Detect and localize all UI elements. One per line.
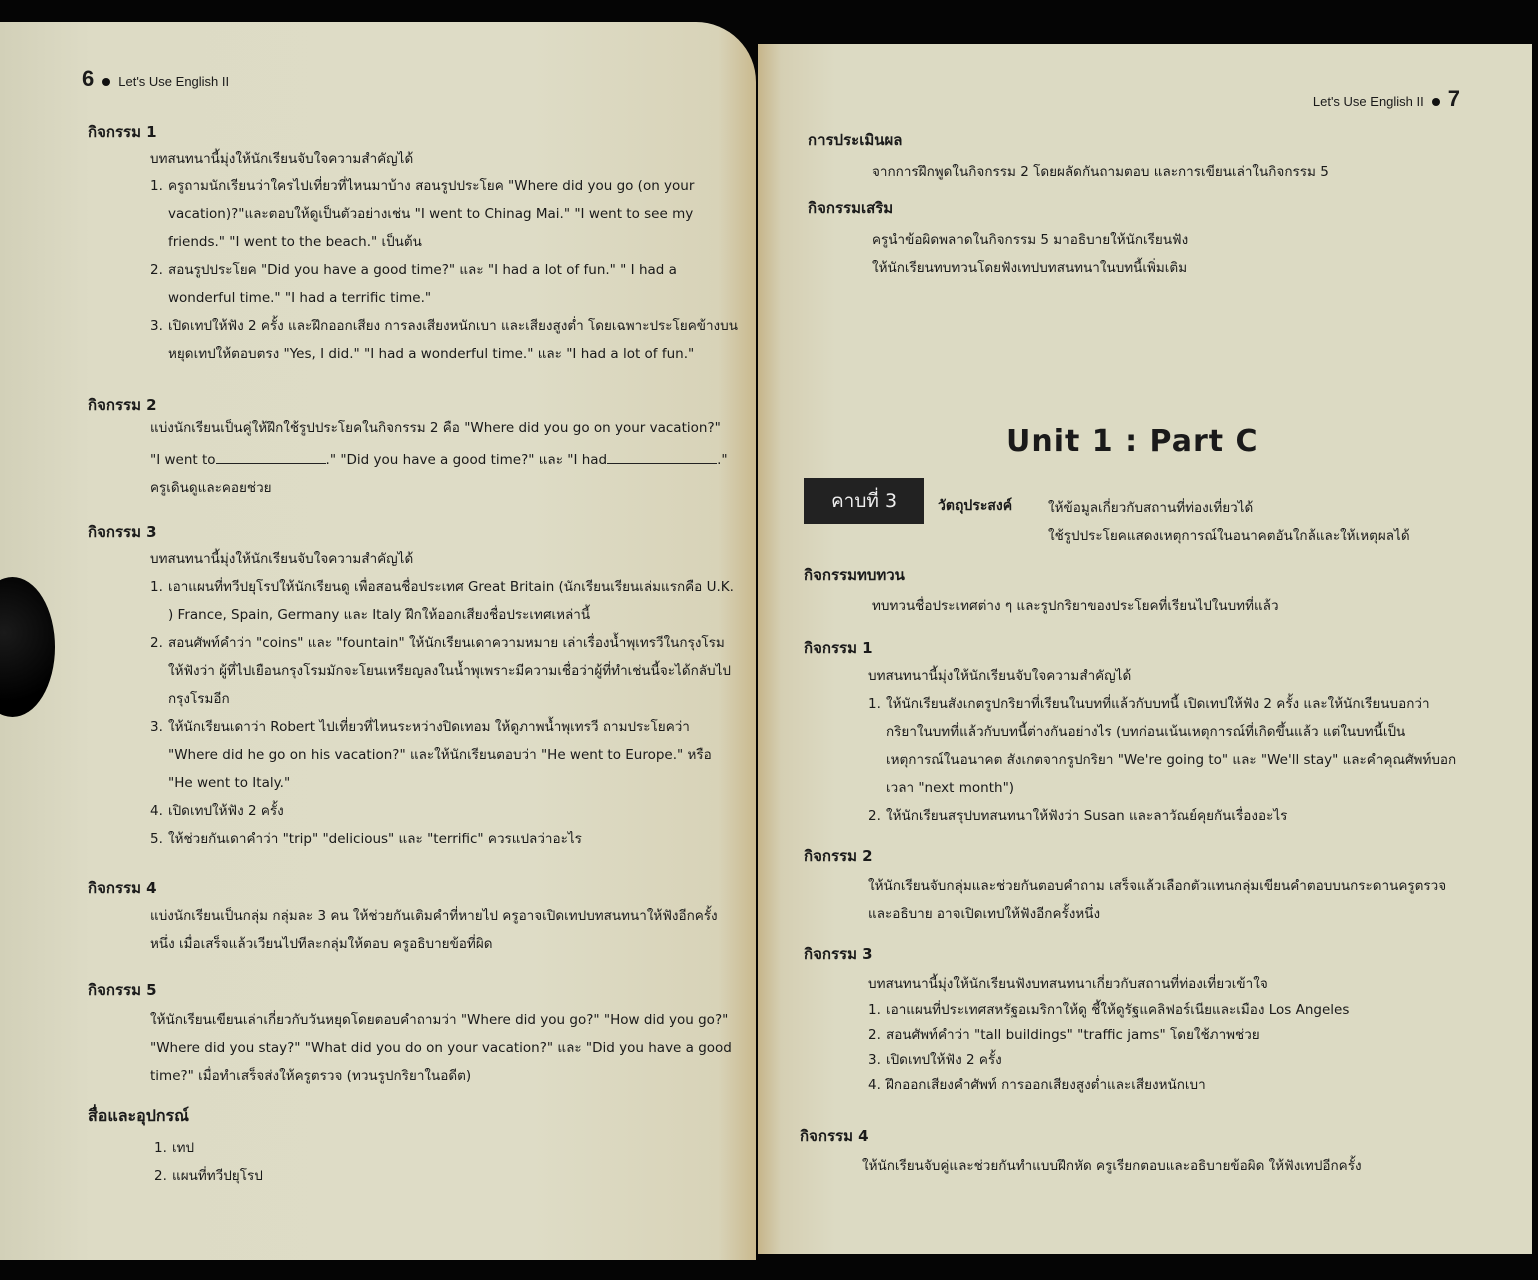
fill-blank bbox=[216, 449, 326, 464]
list-item: 1. เอาแผนที่ทวีปยุโรปให้นักเรียนดู เพื่อสอนชื่อประเทศ Great Britain (นักเรียนเรียนเล่มแรกคือ U.K. ) France, Spain, Germany และ Italy ฝึกให้ออกเสียงชื่อประเทศเหล่านี้ bbox=[150, 579, 734, 623]
review-heading: กิจกรรมทบทวน bbox=[804, 566, 905, 584]
materials-list bbox=[154, 1134, 554, 1190]
list-item: 2. สอนรูปประโยค "Did you have a good time?" และ "I had a lot of fun." " I had a wonderful time." "I had a terrific time." bbox=[150, 262, 677, 306]
activity-4-text: แบ่งนักเรียนเป็นกลุ่ม กลุ่มละ 3 คน ให้ช่วยกันเติมคำที่หายไป ครูอาจเปิดเทปบทสนทนาให้ฟังอีกครั้งหนึ่ง เมื่อเสร็จแล้วเวียนไปทีละกลุ่มให้ตอบ ครูอธิบายข้อที่ผิด bbox=[150, 908, 718, 952]
materials-heading: สื่อและอุปกรณ์ bbox=[88, 1106, 189, 1125]
list-item: 1. เทป bbox=[154, 1140, 195, 1156]
activity-1-list bbox=[150, 172, 740, 368]
list-item: 2. สอนศัพท์คำว่า "tall buildings" "traffic jams" โดยใช้ภาพช่วย bbox=[868, 1027, 1260, 1043]
list-item: 5. ให้ช่วยกันเดาคำว่า "trip" "delicious" และ "terrific" ควรแปลว่าอะไร bbox=[150, 831, 582, 847]
binder-ring bbox=[0, 577, 55, 717]
list-item: 1. ให้นักเรียนสังเกตรูปกริยาที่เรียนในบทที่แล้วกับบทนี้ เปิดเทปให้ฟัง 2 ครั้ง และให้นักเรียนบอกว่ากริยาในบทที่แล้วกับบทนี้ต่างกันอย่างไร (บทก่อนเน้นเหตุการณ์ที่เกิดขึ้นแล้ว แต่ในบทนี้เป็นเหตุการณ์ในอนาคต สังเกตจากรูปกริยา "We're going to" และ "We'll stay" และคำคุณศัพท์บอกเวลา "next month") bbox=[868, 696, 1457, 796]
page-number: 6 bbox=[82, 66, 95, 91]
unit-c-activity-1-heading: กิจกรรม 1 bbox=[804, 639, 873, 657]
unit-c-activity-2-heading: กิจกรรม 2 bbox=[804, 847, 873, 865]
activity-3-intro: บทสนทนานี้มุ่งให้นักเรียนจับใจความสำคัญได้ bbox=[150, 551, 414, 567]
list-item: 2. แผนที่ทวีปยุโรป bbox=[154, 1168, 263, 1184]
unit-c-activity-4-text: ให้นักเรียนจับคู่และช่วยกันทำแบบฝึกหัด ครูเรียกตอบและอธิบายข้อผิด ให้ฟังเทปอีกครั้ง bbox=[862, 1158, 1362, 1174]
bullet-dot-icon bbox=[1432, 98, 1440, 106]
objective-line-1: ให้ข้อมูลเกี่ยวกับสถานที่ท่องเที่ยวได้ bbox=[1048, 500, 1254, 516]
list-item: 4. ฝึกออกเสียงคำศัพท์ การออกเสียงสูงต่ำและเสียงหนักเบา bbox=[868, 1077, 1206, 1093]
extra-activity-line-1: ครูนำข้อผิดพลาดในกิจกรรม 5 มาอธิบายให้นักเรียนฟัง bbox=[872, 232, 1189, 248]
bullet-dot-icon bbox=[102, 78, 110, 86]
activity-1-intro: บทสนทนานี้มุ่งให้นักเรียนจับใจความสำคัญได้ bbox=[150, 151, 414, 167]
list-item: 3. เปิดเทปให้ฟัง 2 ครั้ง bbox=[868, 1052, 1002, 1068]
unit-c-activity-2-text: ให้นักเรียนจับกลุ่มและช่วยกันตอบคำถาม เสร็จแล้วเลือกตัวแทนกลุ่มเขียนคำตอบบนกระดานครูตรวจและอธิบาย อาจเปิดเทปให้ฟังอีกครั้งหนึ่ง bbox=[868, 878, 1447, 922]
running-title: Let's Use English II bbox=[118, 74, 230, 89]
page-number: 7 bbox=[1447, 86, 1460, 111]
list-item: 2. ให้นักเรียนสรุปบทสนทนาให้ฟังว่า Susan และลาวัณย์คุยกันเรื่องอะไร bbox=[868, 808, 1288, 824]
unit-c-activity-3-intro: บทสนทนานี้มุ่งให้นักเรียนฟังบทสนทนาเกี่ยวกับสถานที่ท่องเที่ยวเข้าใจ bbox=[868, 976, 1268, 992]
evaluation-heading: การประเมินผล bbox=[808, 131, 903, 149]
evaluation-text: จากการฝึกพูดในกิจกรรม 2 โดยผลัดกันถามตอบ และการเขียนเล่าในกิจกรรม 5 bbox=[872, 164, 1329, 180]
activity-1-heading: กิจกรรม 1 bbox=[88, 123, 157, 141]
review-text: ทบทวนชื่อประเทศต่าง ๆ และรูปกริยาของประโยคที่เรียนไปในบทที่แล้ว bbox=[872, 598, 1279, 614]
list-item: 1. ครูถามนักเรียนว่าใครไปเที่ยวที่ไหนมาบ้าง สอนรูปประโยค "Where did you go (on your vacation)?"และตอบให้ดูเป็นตัวอย่างเช่น "I went to Chinag Mai." "I went to see my friends." "I went to the beach." เป็นต้น bbox=[150, 178, 695, 250]
fill-blank bbox=[607, 449, 717, 464]
left-page-header bbox=[82, 66, 229, 92]
list-item: 3. เปิดเทปให้ฟัง 2 ครั้ง และฝึกออกเสียง การลงเสียงหนักเบา และเสียงสูงต่ำ โดยเฉพาะประโยคข้างบน หยุดเทปให้ตอบตรง "Yes, I did." "I had a wonderful time." และ "I had a lot of fun." bbox=[150, 318, 738, 362]
activity-2-line-2: "I went to ." "Did you have a good time?" และ "I had ." bbox=[150, 446, 740, 474]
unit-c-activity-3-list bbox=[868, 998, 1458, 1098]
activity-2-line-1: แบ่งนักเรียนเป็นคู่ให้ฝึกใช้รูปประโยคในกิจกรรม 2 คือ "Where did you go on your vacation?" bbox=[150, 420, 721, 436]
list-item: 1. เอาแผนที่ประเทศสหรัฐอเมริกาให้ดู ชี้ให้ดูรัฐแคลิฟอร์เนียและเมือง Los Angeles bbox=[868, 1002, 1350, 1018]
running-title: Let's Use English II bbox=[1312, 94, 1424, 109]
list-item: 4. เปิดเทปให้ฟัง 2 ครั้ง bbox=[150, 803, 284, 819]
unit-c-activity-4-heading: กิจกรรม 4 bbox=[800, 1127, 869, 1145]
extra-activity-heading: กิจกรรมเสริม bbox=[808, 199, 894, 217]
unit-c-activity-1-list bbox=[868, 690, 1458, 830]
activity-3-heading: กิจกรรม 3 bbox=[88, 523, 157, 541]
activity-3-list bbox=[150, 573, 740, 853]
list-item: 2. สอนศัพท์คำว่า "coins" และ "fountain" ให้นักเรียนเดาความหมาย เล่าเรื่องน้ำพุเทรวีในกรุงโรม ให้ฟังว่า ผู้ที่ไปเยือนกรุงโรมมักจะโยนเหรียญลงในน้ำพุเพราะมีความเชื่อว่าผู้ที่ทำเช่นนี้จะได้กลับไปกรุงโรมอีก bbox=[150, 635, 731, 707]
objective-line-2: ใช้รูปประโยคแสดงเหตุการณ์ในอนาคตอันใกล้และให้เหตุผลได้ bbox=[1048, 528, 1410, 544]
period-badge: คาบที่ 3 bbox=[804, 478, 924, 524]
unit-c-activity-3-heading: กิจกรรม 3 bbox=[804, 945, 873, 963]
activity-4-heading: กิจกรรม 4 bbox=[88, 879, 157, 897]
unit-title: Unit 1 : Part C bbox=[1006, 424, 1259, 459]
activity-2-line-3: ครูเดินดูและคอยช่วย bbox=[150, 480, 272, 496]
unit-c-activity-1-intro: บทสนทนานี้มุ่งให้นักเรียนจับใจความสำคัญได้ bbox=[868, 668, 1132, 684]
objective-label: วัตถุประสงค์ bbox=[938, 498, 1013, 514]
activity-2-heading: กิจกรรม 2 bbox=[88, 396, 157, 414]
activity-5-text: ให้นักเรียนเขียนเล่าเกี่ยวกับวันหยุดโดยตอบคำถามว่า "Where did you go?" "How did you go?" "Where did you stay?" "What did you do on your vacation?" และ "Did you have a good time?" เมื่อทำเสร็จส่งให้ครูตรวจ (ทวนรูปกริยาในอดีต) bbox=[150, 1012, 732, 1084]
extra-activity-line-2: ให้นักเรียนทบทวนโดยฟังเทปบทสนทนาในบทนี้เพิ่มเติม bbox=[872, 260, 1188, 276]
activity-5-heading: กิจกรรม 5 bbox=[88, 981, 157, 999]
list-item: 3. ให้นักเรียนเดาว่า Robert ไปเที่ยวที่ไหนระหว่างปิดเทอม ให้ดูภาพน้ำพุเทรวี ถามประโยคว่า "Where did he go on his vacation?" และให้นักเรียนตอบว่า "He went to Europe." หรือ "He went to Italy." bbox=[150, 719, 712, 791]
right-page-header bbox=[1313, 86, 1460, 112]
